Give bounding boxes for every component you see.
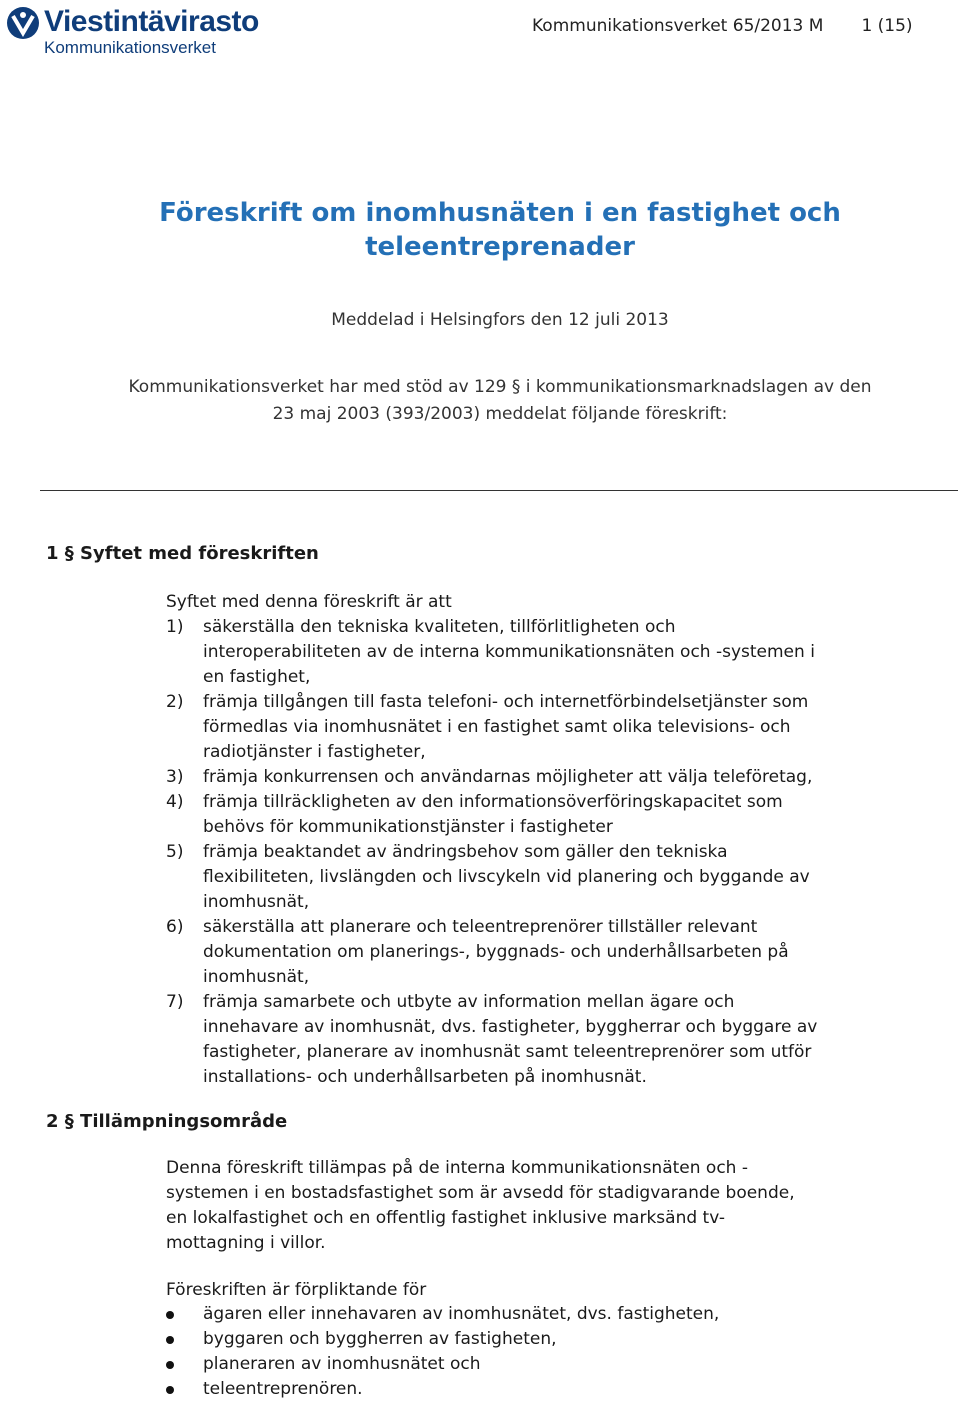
item-number: 5) <box>166 842 184 862</box>
paragraph-line: mottagning i villor. <box>166 1233 326 1253</box>
bullet-icon <box>166 1336 174 1344</box>
title-line: teleentreprenader <box>365 232 635 262</box>
doc-ref: Kommunikationsverket 65/2013 M <box>532 16 824 36</box>
item-line: främja samarbete och utbyte av information mellan ägare och <box>203 992 735 1012</box>
title-line: Föreskrift om inomhusnäten i en fastighet och <box>159 198 841 228</box>
item-number: 6) <box>166 917 184 937</box>
logo-mark-icon <box>6 6 40 40</box>
item-number: 7) <box>166 992 184 1012</box>
bullet-text: planeraren av inomhusnätet och <box>203 1354 481 1374</box>
item-line: förmedlas via inomhusnätet i en fastighet samt olika televisions- och <box>203 717 791 737</box>
item-line: säkerställa att planerare och teleentreprenörer tillställer relevant <box>203 917 758 937</box>
bullet-text: ägaren eller innehavaren av inomhusnätet, dvs. fastigheten, <box>203 1304 720 1324</box>
preamble-line: Kommunikationsverket har med stöd av 129 § i kommunikationsmarknadslagen av den <box>128 377 872 397</box>
item-line: en fastighet, <box>203 667 311 687</box>
item-line: inomhusnät, <box>203 967 310 987</box>
item-number: 3) <box>166 767 184 787</box>
logo-name: Viestintävirasto <box>44 5 259 38</box>
item-line: främja beaktandet av ändringsbehov som gäller den tekniska <box>203 842 728 862</box>
item-line: främja konkurrensen och användarnas möjligheter att välja teleföretag, <box>203 767 813 787</box>
paragraph-line: en lokalfastighet och en offentlig fastighet inklusive marksänd tv- <box>166 1208 725 1228</box>
logo-subtitle: Kommunikationsverket <box>44 38 216 57</box>
item-line: installations- och underhållsarbeten på inomhusnät. <box>203 1067 647 1087</box>
bullet-icon <box>166 1386 174 1394</box>
item-line: fastigheter, planerare av inomhusnät samt teleentreprenörer som utför <box>203 1042 812 1062</box>
section-2-paragraph <box>166 1156 795 1256</box>
item-line: främja tillgången till fasta telefoni- och internetförbindelsetjänster som <box>203 692 809 712</box>
item-line: radiotjänster i fastigheter, <box>203 742 426 762</box>
section-2-heading: 2 § Tillämpningsområde <box>46 1111 288 1132</box>
section-1-intro: Syftet med denna föreskrift är att <box>166 592 452 612</box>
document-title <box>0 196 960 264</box>
item-line: säkerställa den tekniska kvaliteten, tillförlitligheten och <box>203 617 676 637</box>
item-line: dokumentation om planerings-, byggnads- och underhållsarbeten på <box>203 942 789 962</box>
item-line: innehavare av inomhusnät, dvs. fastigheter, byggherrar och byggare av <box>203 1017 818 1037</box>
issued-line: Meddelad i Helsingfors den 12 juli 2013 <box>331 310 669 330</box>
paragraph-line: systemen i en bostadsfastighet som är avsedd för stadigvarande boende, <box>166 1183 795 1203</box>
item-line: interoperabiliteten av de interna kommunikationsnäten och -systemen i <box>203 642 815 662</box>
item-line: främja tillräckligheten av den informationsöverföringskapacitet som <box>203 792 783 812</box>
bullet-text: teleentreprenören. <box>203 1379 363 1399</box>
document-reference <box>532 16 913 36</box>
item-line: behövs för kommunikationstjänster i fastigheter <box>203 817 613 837</box>
section-2-obligation-intro: Föreskriften är förpliktande för <box>166 1280 427 1300</box>
divider <box>40 490 958 491</box>
item-line: flexibiliteten, livslängden och livscykeln vid planering och byggande av <box>203 867 810 887</box>
bullet-icon <box>166 1311 174 1319</box>
item-number: 4) <box>166 792 184 812</box>
bullet-icon <box>166 1361 174 1369</box>
item-number: 1) <box>166 617 184 637</box>
paragraph-line: Denna föreskrift tillämpas på de interna kommunikationsnäten och - <box>166 1158 748 1178</box>
preamble-line: 23 maj 2003 (393/2003) meddelat följande föreskrift: <box>272 404 728 424</box>
item-number: 2) <box>166 692 184 712</box>
item-line: inomhusnät, <box>203 892 310 912</box>
bullet-text: byggaren och byggherren av fastigheten, <box>203 1329 557 1349</box>
page-number: 1 (15) <box>861 16 913 36</box>
section-1-heading: 1 § Syftet med föreskriften <box>46 543 319 564</box>
preamble <box>0 374 960 428</box>
agency-logo <box>6 2 268 58</box>
